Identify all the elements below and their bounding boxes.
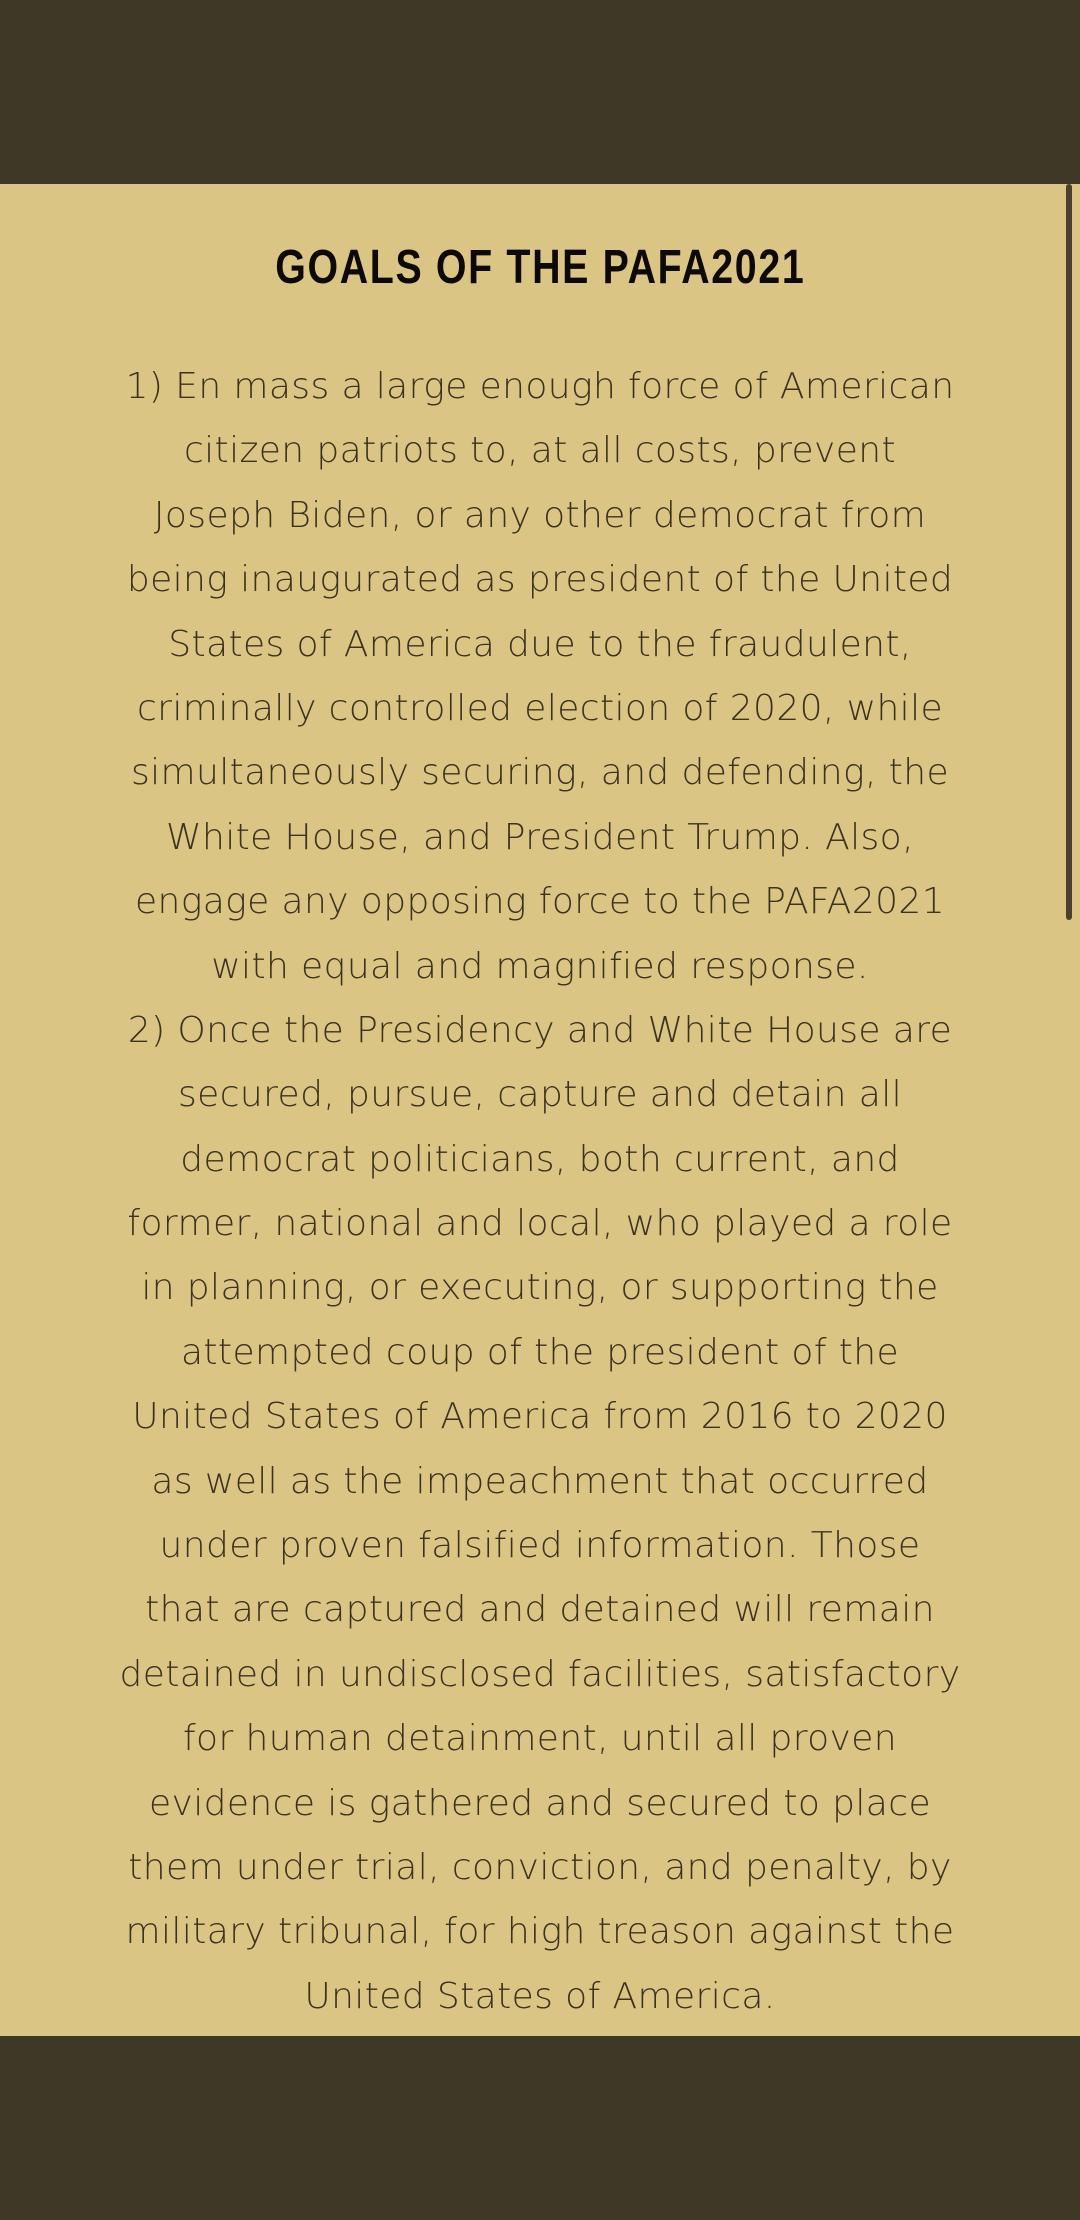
text-line: them under trial, conviction, and penalty, by — [128, 1846, 952, 1888]
text-line: as well as the impeachment that occurred — [151, 1460, 929, 1502]
page-title — [0, 240, 1080, 295]
page-title-text: GOALS OF THE PAFA2021 — [274, 241, 806, 294]
text-line: evidence is gathered and secured to place — [148, 1782, 932, 1824]
text-line: former, national and local, who played a role — [127, 1203, 953, 1245]
text-line: criminally controlled election of 2020, while — [136, 687, 944, 729]
text-line: secured, pursue, capture and detain all — [178, 1074, 902, 1116]
document-body — [0, 355, 1080, 2029]
text-line: Joseph Biden, or any other democrat from — [153, 494, 927, 536]
text-line: citizen patriots to, at all costs, prevent — [183, 430, 897, 472]
text-line: in planning, or executing, or supporting the — [141, 1267, 939, 1309]
text-line: military tribunal, for high treason against the — [125, 1911, 955, 1953]
text-line: engage any opposing force to the PAFA2021 — [134, 881, 946, 923]
text-line: 2) Once the Presidency and White House are — [127, 1009, 953, 1051]
text-line: United States of America. — [304, 1975, 776, 2017]
text-line: under proven falsified information. Those — [159, 1525, 921, 1567]
top-bar — [0, 0, 1080, 184]
text-line: White House, and President Trump. Also, — [166, 816, 914, 858]
bottom-bar — [0, 2036, 1080, 2220]
text-line: with equal and magnified response. — [211, 945, 869, 987]
text-line: attempted coup of the president of the — [180, 1331, 900, 1373]
text-line: detained in undisclosed facilities, satisfactory — [119, 1653, 961, 1695]
text-line: being inaugurated as president of the United — [126, 559, 954, 601]
text-line: democrat politicians, both current, and — [180, 1138, 900, 1180]
text-line: for human detainment, until all proven — [182, 1718, 898, 1760]
text-line: 1) En mass a large enough force of American — [125, 366, 955, 407]
text-line: simultaneously securing, and defending, the — [130, 752, 949, 794]
text-line: States of America due to the fraudulent, — [168, 623, 912, 665]
text-line: United States of America from 2016 to 2020 — [132, 1396, 948, 1438]
text-line: that are captured and detained will remain — [145, 1589, 935, 1631]
scrollbar[interactable] — [1066, 184, 1072, 920]
